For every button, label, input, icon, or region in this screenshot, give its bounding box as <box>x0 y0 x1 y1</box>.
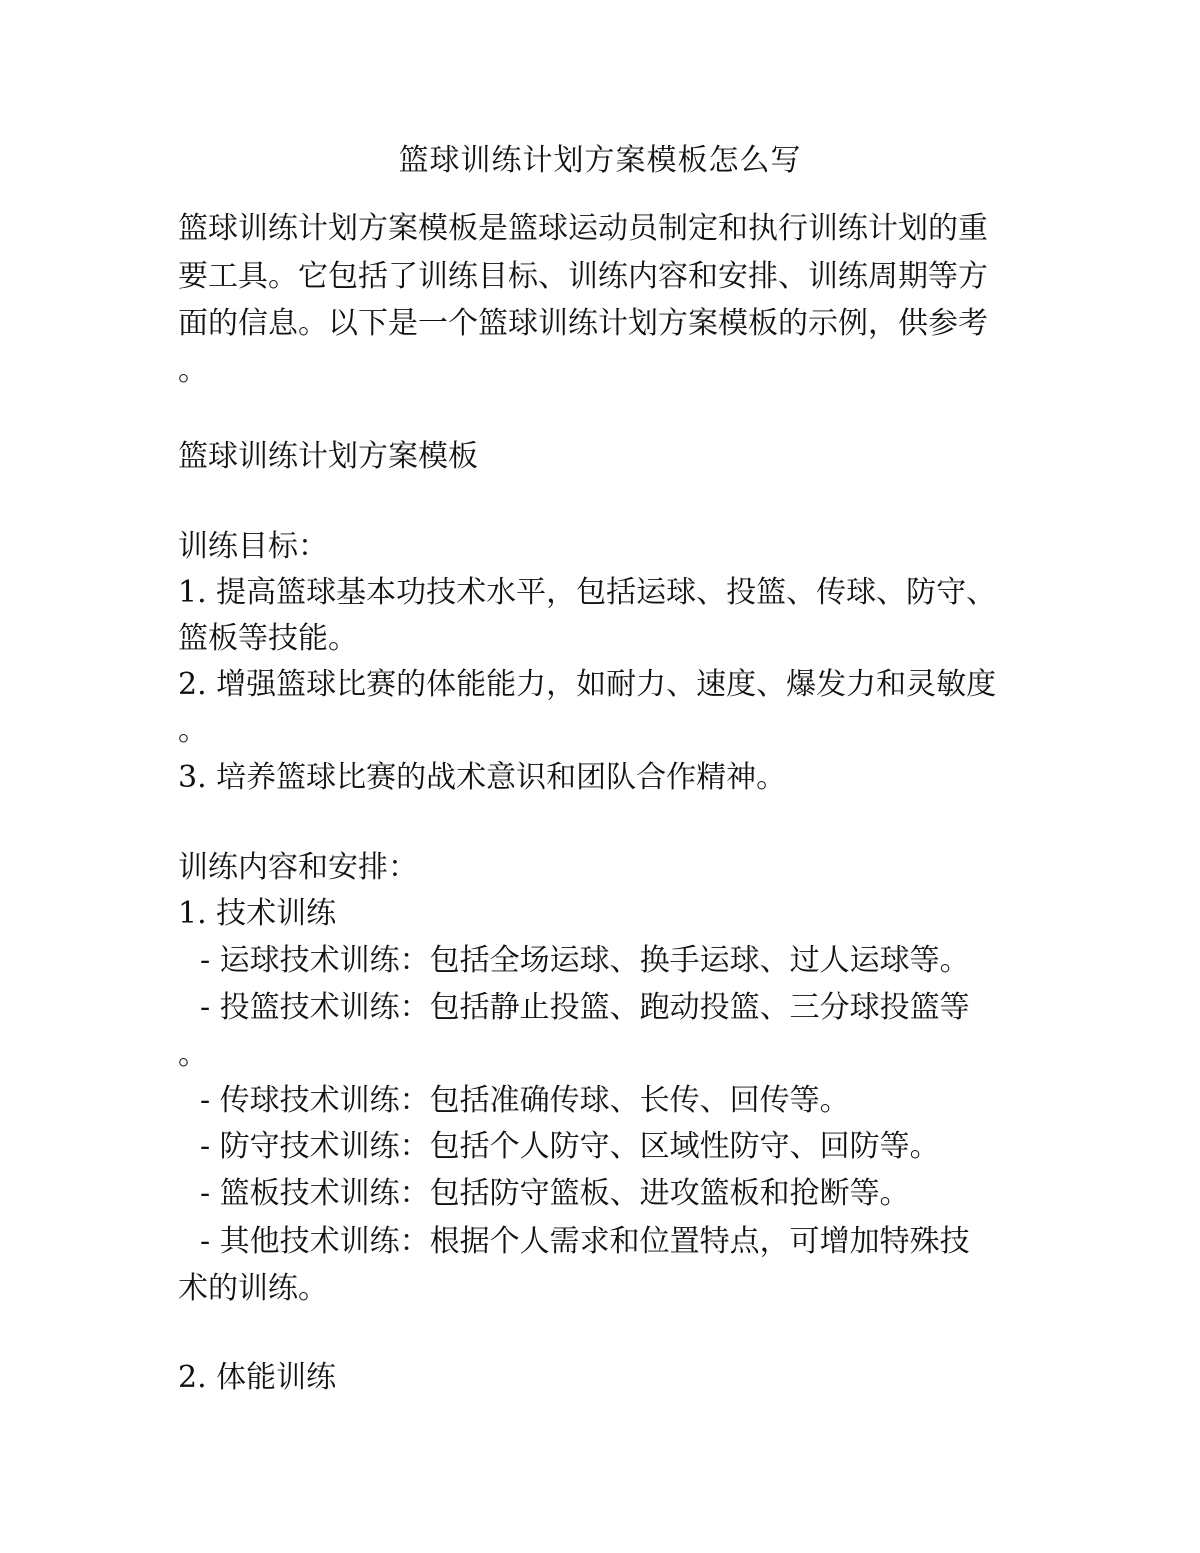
section-1-title: 1. 技术训练 <box>178 896 337 931</box>
goal-line-3: 2. 增强篮球比赛的体能能力，如耐力、速度、爆发力和灵敏度 <box>178 667 997 702</box>
content-item-2-cont: 。 <box>178 1037 208 1072</box>
goal-line-4: 。 <box>178 713 208 748</box>
page-title: 篮球训练计划方案模板怎么写 <box>398 143 802 178</box>
template-heading: 篮球训练计划方案模板 <box>178 439 478 474</box>
goal-line-1: 1. 提高篮球基本功技术水平，包括运球、投篮、传球、防守、 <box>178 575 997 610</box>
intro-line-1: 篮球训练计划方案模板是篮球运动员制定和执行训练计划的重 <box>178 211 988 246</box>
content-item-4: - 防守技术训练：包括个人防守、区域性防守、回防等。 <box>200 1129 940 1164</box>
content-heading: 训练内容和安排： <box>178 850 418 885</box>
goal-line-5: 3. 培养篮球比赛的战术意识和团队合作精神。 <box>178 760 787 795</box>
goal-line-2: 篮板等技能。 <box>178 621 358 656</box>
goals-heading: 训练目标： <box>178 529 328 564</box>
content-item-1: - 运球技术训练：包括全场运球、换手运球、过人运球等。 <box>200 943 970 978</box>
content-item-2: - 投篮技术训练：包括静止投篮、跑动投篮、三分球投篮等 <box>200 990 970 1025</box>
content-item-6-cont: 术的训练。 <box>178 1271 328 1306</box>
intro-line-4: 。 <box>178 353 208 388</box>
section-2-title: 2. 体能训练 <box>178 1360 337 1395</box>
intro-line-2: 要工具。它包括了训练目标、训练内容和安排、训练周期等方 <box>178 259 988 294</box>
intro-line-3: 面的信息。以下是一个篮球训练计划方案模板的示例，供参考 <box>178 306 988 341</box>
content-item-5: - 篮板技术训练：包括防守篮板、进攻篮板和抢断等。 <box>200 1176 910 1211</box>
content-item-3: - 传球技术训练：包括准确传球、长传、回传等。 <box>200 1083 850 1118</box>
content-item-6: - 其他技术训练：根据个人需求和位置特点，可增加特殊技 <box>200 1224 970 1259</box>
